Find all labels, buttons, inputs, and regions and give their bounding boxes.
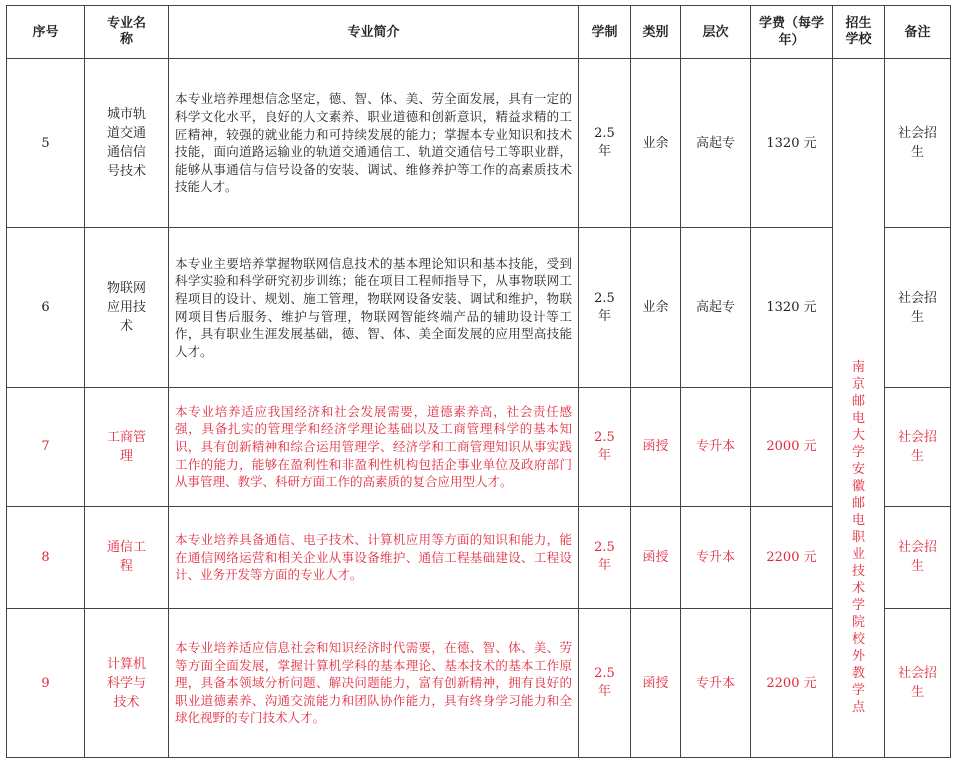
row-remark [885, 609, 951, 758]
row-remark [885, 506, 951, 608]
row-name [85, 228, 169, 388]
header-level: 层次 [681, 6, 751, 59]
row-duration-text: 2.5年 [594, 290, 615, 324]
row-name-text: 计算机科学与技术 [106, 656, 146, 710]
row-duration-text: 2.5年 [594, 540, 615, 574]
row-name-text: 城市轨道交通通信信号技术 [106, 107, 146, 180]
school-cell [833, 59, 885, 758]
header-name [85, 6, 169, 59]
row-name [85, 59, 169, 228]
row-remark-text: 社会招生 [897, 666, 937, 701]
row-seq: 7 [7, 387, 85, 506]
row-level: 专升本 [681, 506, 751, 608]
row-remark [885, 387, 951, 506]
row-seq: 5 [7, 59, 85, 228]
row-category: 业余 [631, 228, 681, 388]
program-table [6, 5, 951, 758]
row-name [85, 506, 169, 608]
row-seq: 9 [7, 609, 85, 758]
row-name-text: 工商管理 [106, 429, 146, 464]
row-intro: 本专业主要培养掌握物联网信息技术的基本理论知识和基本技能，受到科学实验和科学研究初步训练；能在项目工程师指导下，从事物联网工程项目的设计、规划、施工管理，物联网设备安装、调试和维护，物联网项目售后服务、维护与管理，物联网智能终端产品的辅助设计等工作，具有职业生涯发展基础，德、智、体、美全面发展的应用型高技能人才。 [169, 228, 579, 388]
row-remark-text: 社会招生 [897, 429, 937, 464]
row-remark-text: 社会招生 [897, 126, 937, 161]
header-school [833, 6, 885, 59]
row-name-text: 通信工程 [106, 540, 146, 575]
header-fee [751, 6, 833, 59]
table-row [7, 506, 951, 608]
table-row [7, 59, 951, 228]
table-row [7, 228, 951, 388]
row-category: 业余 [631, 59, 681, 228]
row-level: 专升本 [681, 387, 751, 506]
row-duration [579, 609, 631, 758]
header-row [7, 6, 951, 59]
row-fee: 2200 元 [751, 506, 833, 608]
row-fee: 2000 元 [751, 387, 833, 506]
row-intro: 本专业培养适应我国经济和社会发展需要，道德素养高，社会责任感强，具备扎实的管理学和经济学理论基础以及工商管理科学的基本知识，具有创新精神和综合运用管理学、经济学和工商管理知识从事实践工作的能力，能够在盈利性和非盈利性机构包括企事业单位及政府部门从事管理、教学、科研方面工作的高素质的复合应用型人才。 [169, 387, 579, 506]
header-remark: 备注 [885, 6, 951, 59]
header-fee-label: 学费（每学年） [758, 16, 824, 48]
header-intro: 专业简介 [169, 6, 579, 59]
row-duration-text: 2.5年 [594, 126, 615, 160]
row-category: 函授 [631, 387, 681, 506]
row-intro: 本专业培养适应信息社会和知识经济时代需要，在德、智、体、美、劳等方面全面发展，掌握计算机学科的基本理论、基本技术的基本工作原理，具备本领域分析问题、解决问题能力，富有创新精神，拥有良好的职业道德素养、沟通交流能力和团队协作能力，具有终身学习能力和全球化视野的专门技术人才。 [169, 609, 579, 758]
header-duration: 学制 [579, 6, 631, 59]
row-duration [579, 59, 631, 228]
row-level: 高起专 [681, 59, 751, 228]
row-fee: 2200 元 [751, 609, 833, 758]
table-row [7, 387, 951, 506]
table-row [7, 609, 951, 758]
row-duration [579, 228, 631, 388]
row-duration-text: 2.5年 [594, 666, 615, 700]
row-level: 高起专 [681, 228, 751, 388]
row-name [85, 387, 169, 506]
row-remark [885, 59, 951, 228]
row-seq: 6 [7, 228, 85, 388]
header-category: 类别 [631, 6, 681, 59]
row-duration [579, 506, 631, 608]
row-duration [579, 387, 631, 506]
school-name: 南京邮电大学安徽邮电职业技术学院校外教学点 [851, 360, 865, 715]
row-duration-text: 2.5年 [594, 429, 615, 463]
row-remark-text: 社会招生 [897, 540, 937, 575]
row-category: 函授 [631, 506, 681, 608]
row-name [85, 609, 169, 758]
row-remark-text: 社会招生 [897, 290, 937, 325]
header-name-label: 专业名称 [106, 16, 146, 47]
row-level: 专升本 [681, 609, 751, 758]
row-seq: 8 [7, 506, 85, 608]
row-fee: 1320 元 [751, 228, 833, 388]
row-remark [885, 228, 951, 388]
row-intro: 本专业培养具备通信、电子技术、计算机应用等方面的知识和能力，能在通信网络运营和相关企业从事设备维护、通信工程基础建设、工程设计、业务开发等方面的专业人才。 [169, 506, 579, 608]
row-intro: 本专业培养理想信念坚定，德、智、体、美、劳全面发展，具有一定的科学文化水平，良好的人文素养、职业道德和创新意识，精益求精的工匠精神，较强的就业能力和可持续发展的能力；掌握本专业知识和技术技能，面向道路运输业的轨道交通通信工、轨道交通信号工等职业群，能够从事通信与信号设备的安装、调试、维修养护等工作的高素质技术技能人才。 [169, 59, 579, 228]
row-name-text: 物联网应用技术 [106, 281, 146, 335]
row-category: 函授 [631, 609, 681, 758]
header-school-label: 招生学校 [845, 16, 872, 47]
header-seq: 序号 [7, 6, 85, 59]
row-fee: 1320 元 [751, 59, 833, 228]
